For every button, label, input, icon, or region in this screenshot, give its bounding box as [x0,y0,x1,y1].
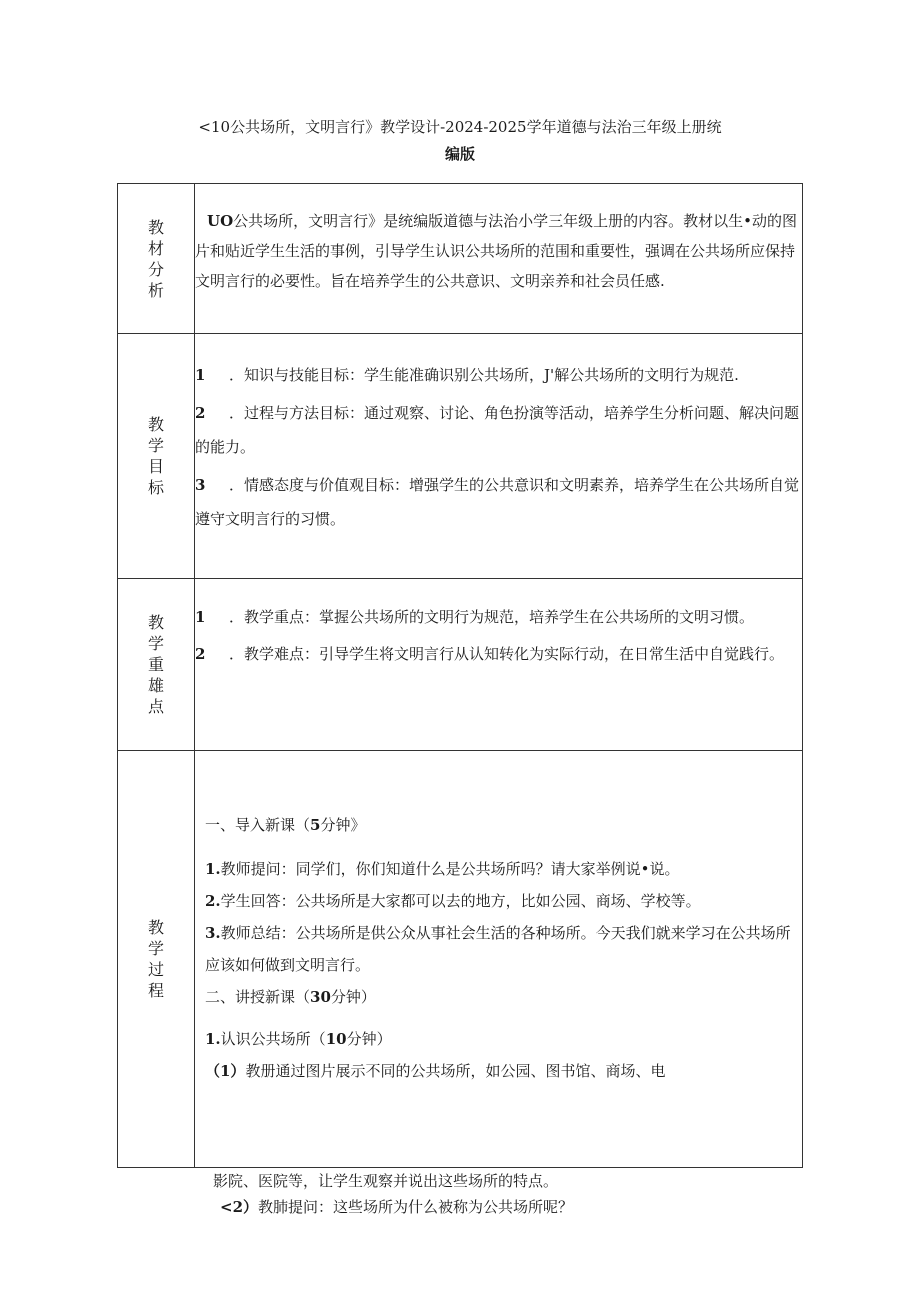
row-label-goals: 教学目标 [118,334,195,579]
goals-content [195,334,803,579]
continued-text-line-2: <2）教肺提问：这些场所为什么被称为公共场所呢？ [220,1198,574,1216]
table-row-key-points [118,579,803,751]
section-heading-new-lesson: 二、讲授新课（30分钟） [205,988,376,1006]
continued-text-line-1: 影院、医院等，让学生观察并说出这些场所的特点。 [213,1172,559,1190]
analysis-lead: UO [207,212,234,230]
lesson-plan-table [117,183,803,1168]
goal-item: 1 ．知识与技能目标：学生能准确识别公共场所，J'解公共场所的文明行为规范. [195,366,739,384]
sub-section-item: （1）教册通过图片展示不同的公共场所，如公园、图书馆、商场、电 [205,1062,666,1080]
table-row-goals [118,334,803,579]
document-title-line-2: 编版 [444,145,475,163]
row-label-key-points: 教学重雄点 [118,579,195,751]
key-points-content [195,579,803,751]
analysis-text: 公共场所，文明言行》是统编版道德与法治小学三年级上册的内容。教材以生•动的图片和贴近学生生活的事例，引导学生认识公共场所的范围和重要性，强调在公共场所应保持文明言行的必要性。旨在培养学生的公共意识、文明亲养和社会员任感. [195,212,798,290]
goal-item: 3 ．情感态度与价值观目标：增强学生的公共意识和文明素养，培养学生在公共场所自觉遵守文明言行的习惯。 [195,476,800,528]
process-content [195,751,803,1168]
row-label-analysis: 教材分析 [118,184,195,334]
key-point-item: 2 ．教学难点：引导学生将文明言行从认知转化为实际行动，在日常生活中自觉践行。 [195,645,785,663]
row-label-process: 教学过程 [118,751,195,1168]
process-step: 1.教师提问：同学们，你们知道什么是公共场所吗？请大家举例说•说。 [205,860,680,878]
process-step: 3.教师总结：公共场所是供公众从事社会生活的各种场所。今天我们就来学习在公共场所应该如何做到文明言行。 [205,924,791,974]
sub-section-heading: 1.认识公共场所（10分钟） [205,1030,392,1048]
analysis-content [195,184,803,334]
key-point-item: 1 ．教学重点：掌握公共场所的文明行为规范，培养学生在公共场所的文明习惯。 [195,608,755,626]
section-heading-intro: 一、导入新课（5分钟》 [205,816,366,834]
process-step: 2.学生回答：公共场所是大家都可以去的地方，比如公园、商场、学校等。 [205,892,701,910]
table-row-analysis [118,184,803,334]
goal-item: 2 ．过程与方法目标：通过观察、讨论、角色扮演等活动，培养学生分析问题、解决问题的能力。 [195,404,800,456]
table-row-process [118,751,803,1168]
document-title-line-1: <10公共场所，文明言行》教学设计-2024-2025学年道德与法治三年级上册统 [198,118,722,136]
